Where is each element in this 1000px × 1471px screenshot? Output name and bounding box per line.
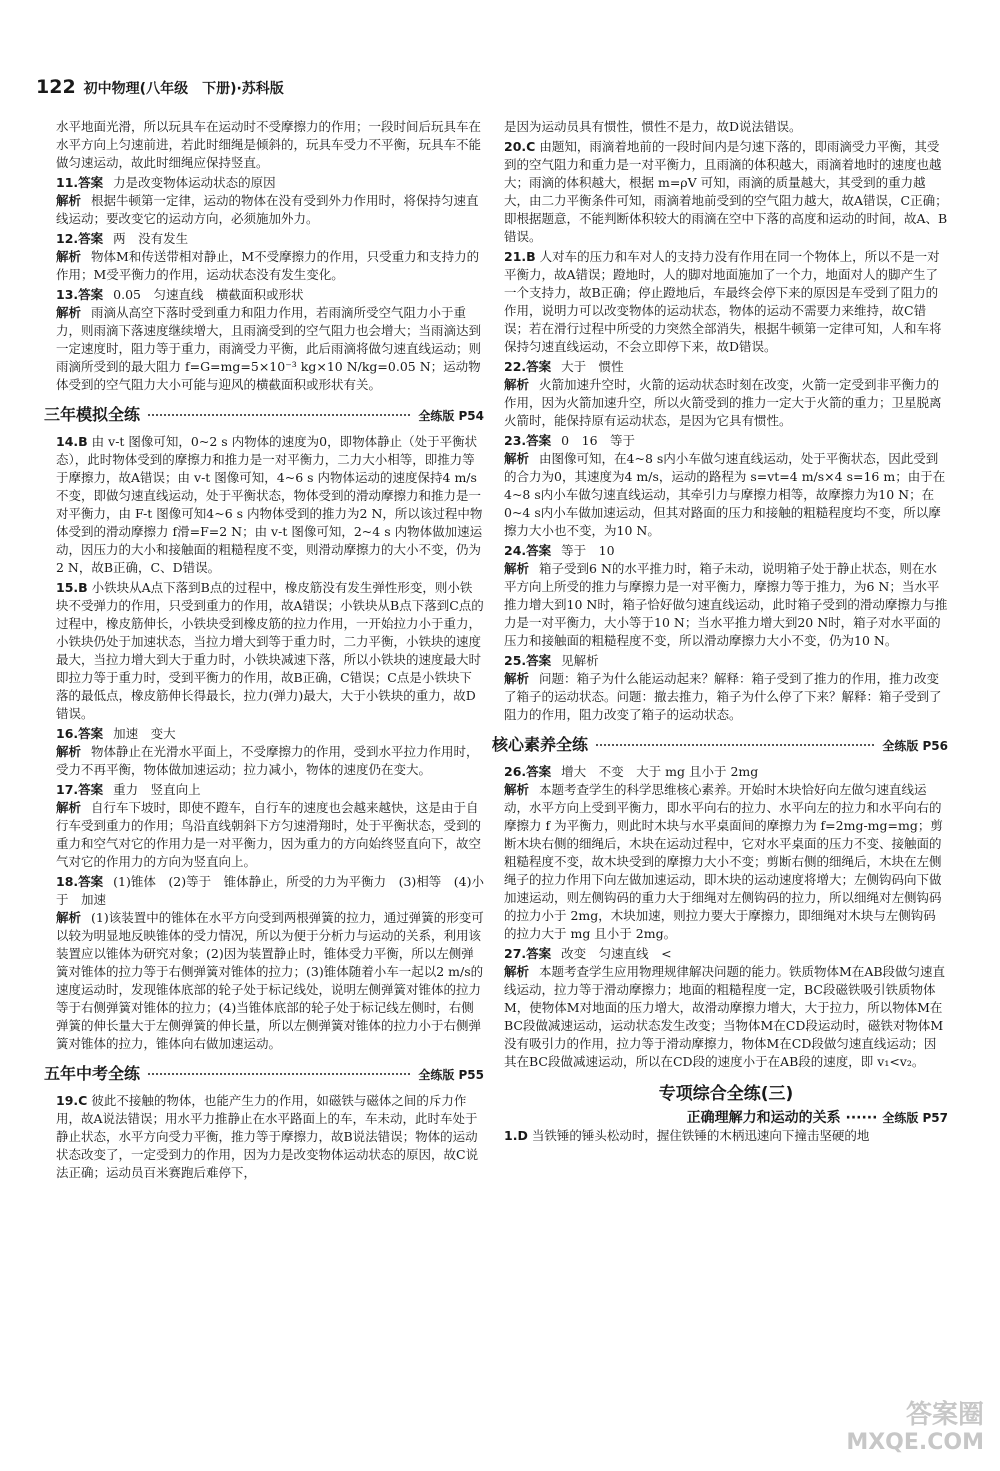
explanation-text: 彼此不接触的物体，也能产生力的作用，如磁铁与磁体之间的斥力作用，故A说法错误；用水平力推静止在水平路面上的车，车未动，此时车处于静止状态，水平方向受力平衡，推力等于摩擦力，故B说法错误；物体的运动状态改变了，一定受到力的作用，因为力是改变物体运动状态的原因，故C说法正确；运动员百米赛跑后难停下，: [56, 1093, 479, 1180]
special-section-header: [504, 1085, 948, 1127]
dotted-leader: [596, 744, 874, 746]
answer-text: 0 16 等于: [561, 433, 636, 448]
explanation-text: 人对车的压力和车对人的支持力没有作用在同一个物体上，所以不是一对平衡力，故A错误；蹬地时，人的脚对地面施加了一个力，地面对人的脚产生了一个支持力，故B正确；停止蹬地后，车最终会停下来的原因是车受到了阻力的作用，说明力可以改变物体的运动状态，物体的运动不需要力来维持，故C错误；若在滑行过程中所受的力突然全部消失，根据牛顿第一定律可知，人和车将保持匀速直线运动，不会立即停下来，故D错误。: [504, 249, 942, 354]
question-16: 16.答案 加速 变大 解析 物体静止在光滑水平面上，不受摩擦力的作用，受到水平拉力作用时，受力不再平衡，物体做加速运动；拉力减小，物体的速度仍在变大。: [56, 726, 479, 777]
dotted-leader-short: ······: [845, 1110, 878, 1126]
right-intro: 是因为运动员具有惯性，惯性不是力，故D说法错误。: [504, 119, 802, 134]
section-page-ref: 全练版 P56: [882, 739, 948, 753]
explanation-text: 箱子受到6 N的水平推力时，箱子未动，说明箱子处于静止状态，则在水平方向上所受的推力与摩擦力是一对平衡力，摩擦力等于推力，为6 N；当水平推力增大到10 N时，箱子恰好做匀速直线运动，此时箱子受到的滑动摩擦力与推力是一对平衡力，大小等于10 N；当水平推力增大到20 N时，箱子对水平面的压力和接触面的粗糙程度不变，所以滑动摩擦力大小不变，仍为10 N。: [504, 561, 948, 648]
explanation-text: 问题：箱子为什么能运动起来？解释：箱子受到了推力的作用，推力改变了箱子的运动状态。问题：撤去推力，箱子为什么停了下来？解释：箱子受到了阻力的作用，阻力改变了箱子的运动状态。: [504, 671, 942, 722]
question-11: 11.答案 力是改变物体运动状态的原因 解析 根据牛顿第一定律，运动的物体在没有受到外力作用时，将保持匀速直线运动；要改变它的运动方向，必须施加外力。: [56, 175, 479, 226]
page-header: [36, 78, 284, 98]
question-15: 15.B 小铁块从A点下落到B点的过程中，橡皮筋没有发生弹性形变，则小铁块不受弹力的作用，只受到重力的作用，故A错误；小铁块从B点下落到C点的过程中，橡皮筋伸长，小铁块受到橡皮筋的拉力作用，一开始拉力小于重力，小铁块仍处于加速状态，当拉力增大到等于重力时，二力平衡，小铁块的速度最大，当拉力增大到大于重力时，小铁块减速下落，所以小铁块的速度最大时即拉力等于重力时，受到平衡力的作用，故B正确，C错误；C点是小铁块下落的最低点，橡皮筋伸长得最长，拉力(弹力)最大，大于小铁块的重力，故D错误。: [56, 580, 484, 721]
answer-text: 重力 竖直向上: [113, 782, 201, 797]
explanation-text: 由图像可知，在4~8 s内小车做匀速直线运动，处于平衡状态，因此受到的合力为0，其速度为4 m/s，运动的路程为 s=vt=4 m/s×4 s=16 m；由于在4~8 s内小车做匀速直线运动，其牵引力与摩擦力相等，故摩擦力为10 N；在0~4 s内小车做加速运动，但其对路面的压力和接触的粗糙程度均不变，所以摩擦力大小也不变，为10 N。: [504, 451, 946, 538]
explanation-text: 小铁块从A点下落到B点的过程中，橡皮筋没有发生弹性形变，则小铁块不受弹力的作用，只受到重力的作用，故A错误；小铁块从B点下落到C点的过程中，橡皮筋伸长，小铁块受到橡皮筋的拉力作用，一开始拉力小于重力，小铁块仍处于加速状态，当拉力增大到等于重力时，二力平衡，小铁块的速度最大，当拉力增大到大于重力时，小铁块减速下落，所以小铁块的速度最大时即拉力等于重力时，受到平衡力的作用，故B正确，C错误；C点是小铁块下落的最低点，橡皮筋伸长得最长，拉力(弹力)最大，大于小铁块的重力，故D错误。: [56, 580, 484, 721]
answer-text: 0.05 匀速直线 横截面积或形状: [113, 287, 304, 302]
explanation-text: 由题知，雨滴着地前的一段时间内是匀速下落的，即雨滴受力平衡，其受到的空气阻力和重力是一对平衡力，且雨滴的体积越大，雨滴着地时的速度也越大；雨滴的体积越大，根据 m=ρV 可知，雨滴的质量越大，其受到的重力越大，由二力平衡条件可知，雨滴着地前受到的空气阻力越大，故A错误，C正确；即根据题意，不能判断体积较大的雨滴在空中下落的高度和运动的时间，故A、B错误。: [504, 139, 948, 244]
answer-text: 大于 惯性: [561, 359, 624, 374]
answer-text: 加速 变大: [113, 726, 176, 741]
section-page-ref: 全练版 P55: [418, 1068, 484, 1082]
explanation-text: (1)该装置中的锥体在水平方向受到两根弹簧的拉力，通过弹簧的形变可以较为明显地反映锥体的受力情况，所以为便于分析力与运动的关系，利用该装置应以锥体为研究对象；(2)因为装置静止时，锥体受力平衡，所以左侧弹簧对锥体的拉力等于右侧弹簧对锥体的拉力；(3)锥体随着小车一起以2 m/s的速度运动时，发现锥体底部的轮子处于标记线处，说明左侧弹簧对锥体的拉力等于右侧弹簧对锥体的拉力；(4)当锥体底部的轮子处于标记线左侧时，右侧弹簧的伸长量大于左侧弹簧的伸长量，所以左侧弹簧对锥体的拉力小于右侧弹簧对锥体的拉力，锥体向右做加速运动。: [56, 910, 484, 1051]
answer-text: 见解析: [561, 653, 599, 668]
left-column: [44, 118, 484, 1184]
right-column: [492, 118, 948, 1147]
watermark-url: MXQE.COM: [846, 1430, 984, 1455]
explanation-text: 物体M和传送带相对静止，M不受摩擦力的作用，只受重力和支持力的作用；M受平衡力的作用，运动状态没有发生变化。: [56, 249, 480, 282]
book-title: 初中物理(八年级 下册)·苏科版: [83, 81, 284, 97]
question-23: 23.答案 0 16 等于 解析 由图像可知，在4~8 s内小车做匀速直线运动，处于平衡状态，因此受到的合力为0，其速度为4 m/s，运动的路程为 s=vt=4 m/s×4 s=16 m；由于在4~8 s内小车做匀速直线运动，其牵引力与摩擦力相等，故摩擦力为10 N；在0~4 s内小车做加速运动，但其对路面的压力和接触的粗糙程度均不变，所以摩擦力大小也不变，为10 N。: [504, 433, 946, 538]
answer-text: 改变 匀速直线 <: [561, 946, 672, 961]
section-page-ref: 全练版 P57: [882, 1111, 948, 1125]
special-section-subtitle: 正确理解力和运动的关系: [686, 1110, 841, 1126]
special-section-title: 专项综合全练(三): [658, 1084, 794, 1104]
dotted-leader: [148, 1073, 410, 1075]
section-title: 核心素养全练: [492, 735, 589, 754]
section-title: 三年模拟全练: [44, 405, 141, 424]
question-18: 18.答案 (1)锥体 (2)等于 锥体静止，所受的力为平衡力 (3)相等 (4)小于 加速 解析 (1)该装置中的锥体在水平方向受到两根弹簧的拉力，通过弹簧的形变可以较为明显地反映锥体的受力情况，所以为便于分析力与运动的关系，利用该装置应以锥体为研究对象；(2)因为装置静止时，锥体受力平衡，所以左侧弹簧对锥体的拉力等于右侧弹簧对锥体的拉力；(3)锥体随着小车一起以2 m/s的速度运动时，发现锥体底部的轮子处于标记线处，说明左侧弹簧对锥体的拉力等于右侧弹簧对锥体的拉力；(4)当锥体底部的轮子处于标记线左侧时，右侧弹簧的伸长量大于左侧弹簧的伸长量，所以左侧弹簧对锥体的拉力小于右侧弹簧对锥体的拉力，锥体向右做加速运动。: [56, 874, 484, 1051]
section-three-year-mock: [44, 406, 484, 425]
section-page-ref: 全练版 P54: [418, 409, 484, 423]
explanation-text: 根据牛顿第一定律，运动的物体在没有受到外力作用时，将保持匀速直线运动；要改变它的运动方向，必须施加外力。: [56, 193, 479, 226]
explanation-text: 火箭加速升空时，火箭的运动状态时刻在改变，火箭一定受到非平衡力的作用，因为火箭加速升空，所以火箭受到的推力一定大于火箭的重力；卫星脱离火箭时，能保持原有运动状态，是因为它具有惯性。: [504, 377, 942, 428]
dotted-leader: [148, 414, 410, 416]
explanation-text: 本题考查学生应用物理规律解决问题的能力。铁质物体M在AB段做匀速直线运动，拉力等于滑动摩擦力；地面的粗糙程度一定，BC段磁铁吸引铁质物体M，使物体M对地面的压力增大，故滑动摩擦力增大，大于拉力，所以物体M在BC段做减速运动，运动状态发生改变；当物体M在CD段运动时，磁铁对物体M没有吸引力的作用，拉力等于滑动摩擦力，物体M在CD段做匀速直线运动；因其在BC段做减速运动，所以在CD段的速度小于在AB段的速度，即 v₁<v₂。: [504, 964, 946, 1069]
explanation-text: 当铁锤的锤头松动时，握住铁锤的木柄迅速向下撞击坚硬的地: [531, 1128, 870, 1143]
section-five-year-exam: [44, 1065, 484, 1084]
question-22: 22.答案 大于 惯性 解析 火箭加速升空时，火箭的运动状态时刻在改变，火箭一定受到非平衡力的作用，因为火箭加速升空，所以火箭受到的推力一定大于火箭的重力；卫星脱离火箭时，能保持原有运动状态，是因为它具有惯性。: [504, 359, 942, 428]
question-12: 12.答案 两 没有发生 解析 物体M和传送带相对静止，M不受摩擦力的作用，只受重力和支持力的作用；M受平衡力的作用，运动状态没有发生变化。: [56, 231, 480, 282]
question-19: 19.C 彼此不接触的物体，也能产生力的作用，如磁铁与磁体之间的斥力作用，故A说法错误；用水平力推静止在水平路面上的车，车未动，此时车处于静止状态，水平方向受力平衡，推力等于摩擦力，故B说法错误；物体的运动状态改变了，一定受到力的作用，因为力是改变物体运动状态的原因，故C说法正确；运动员百米赛跑后难停下，: [56, 1093, 479, 1180]
question-14: 14.B 由 v-t 图像可知，0~2 s 内物体的速度为0，即物体静止（处于平衡状态），此时物体受到的摩擦力和推力是一对平衡力，二力大小相等，即推力等于摩擦力，故A错误；由 v-t 图像可知，4~6 s 内物体运动的速度保持4 m/s不变，即做匀速直线运动，处于平衡状态，物体受到的滑动摩擦力和推力是一对平衡力，由 F-t 图像可知4~6 s 内物体受到的推力为2 N，所以该过程中物体受到的滑动摩擦力 f滑=F=2 N；由 v-t 图像可知，2~4 s 内物体做加速运动，因压力的大小和接触面的粗糙程度不变，则滑动摩擦力的大小不变，仍为2 N，故B正确，C、D错误。: [56, 434, 483, 575]
question-26: 26.答案 增大 不变 大于 mg 且小于 2mg 解析 本题考查学生的科学思维核心素养。开始时木块恰好向左做匀速直线运动，水平方向上受到平衡力，即水平向右的拉力、水平向左的拉力和水平向右的摩擦力 f 为平衡力，则此时木块与水平桌面间的摩擦力为 f=2mg-mg=mg；剪断木块右侧的细绳后，木块在运动过程中，它对水平桌面的压力不变、接触面的粗糙程度不变，故木块受到的摩擦力大小不变；剪断右侧的细绳后，木块在左侧绳子的拉力作用下向左做加速运动，即木块的运动速度将增大；左侧钩码向下做加速运动，则左侧钩码的重力大于细绳对左侧钩码的拉力，所以细绳对左侧钩码的拉力小于 2mg，木块加速，则拉力要大于摩擦力，即细绳对木块与左侧钩码的拉力大于 mg 且小于 2mg。: [504, 764, 943, 941]
answer-text: 两 没有发生: [113, 231, 189, 246]
explanation-text: 本题考查学生的科学思维核心素养。开始时木块恰好向左做匀速直线运动，水平方向上受到平衡力，即水平向右的拉力、水平向左的拉力和水平向右的摩擦力 f 为平衡力，则此时木块与水平桌面间的摩擦力为 f=2mg-mg=mg；剪断木块右侧的细绳后，木块在运动过程中，它对水平桌面的压力不变、接触面的粗糙程度不变，故木块受到的摩擦力大小不变；剪断右侧的细绳后，木块在左侧绳子的拉力作用下向左做加速运动，即木块的运动速度将增大；左侧钩码向下做加速运动，则左侧钩码的重力大于细绳对左侧钩码的拉力，所以细绳对左侧钩码的拉力小于 2mg，木块加速，则拉力要大于摩擦力，即细绳对木块与左侧钩码的拉力大于 mg 且小于 2mg。: [504, 782, 943, 941]
explanation-text: 物体静止在光滑水平面上，不受摩擦力的作用，受到水平拉力作用时，受力不再平衡，物体做加速运动；拉力减小，物体的速度仍在变大。: [56, 744, 479, 777]
special-section-subtitle-row: [504, 1109, 948, 1127]
section-core-literacy: [492, 736, 948, 755]
question-20: 20.C 由题知，雨滴着地前的一段时间内是匀速下落的，即雨滴受力平衡，其受到的空气阻力和重力是一对平衡力，且雨滴的体积越大，雨滴着地时的速度也越大；雨滴的体积越大，根据 m=ρV 可知，雨滴的质量越大，其受到的重力越大，由二力平衡条件可知，雨滴着地前受到的空气阻力越大，故A错误，C正确；即根据题意，不能判断体积较大的雨滴在空中下落的高度和运动的时间，故A、B错误。: [504, 139, 948, 244]
answer-text: 增大 不变 大于 mg 且小于 2mg: [561, 764, 759, 779]
left-intro: 水平地面光滑，所以玩具车在运动时不受摩擦力的作用；一段时间后玩具车在水平方向上匀速前进，若此时细绳是倾斜的，玩具车受力不平衡，玩具车不能做匀速运动，故此时细绳应保持竖直。: [56, 119, 482, 170]
explanation-text: 由 v-t 图像可知，0~2 s 内物体的速度为0，即物体静止（处于平衡状态），此时物体受到的摩擦力和推力是一对平衡力，二力大小相等，即推力等于摩擦力，故A错误；由 v-t 图像可知，4~6 s 内物体运动的速度保持4 m/s不变，即做匀速直线运动，处于平衡状态，物体受到的滑动摩擦力和推力是一对平衡力，由 F-t 图像可知4~6 s 内物体受到的推力为2 N，所以该过程中物体受到的滑动摩擦力 f滑=F=2 N；由 v-t 图像可知，2~4 s 内物体做加速运动，因压力的大小和接触面的粗糙程度不变，则滑动摩擦力的大小不变，仍为2 N，故B正确，C、D错误。: [56, 434, 483, 575]
question-17: 17.答案 重力 竖直向上 解析 自行车下坡时，即使不蹬车，自行车的速度也会越来越快，这是由于自行车受到重力的作用；鸟沿直线朝斜下方匀速滑翔时，处于平衡状态，受到的重力和空气对它的作用力是一对平衡力，因为重力的方向始终竖直向下，故空气对它的作用力的方向为竖直向上。: [56, 782, 482, 869]
section-title: 五年中考全练: [44, 1064, 141, 1083]
answer-text: (1)锥体 (2)等于 锥体静止，所受的力为平衡力 (3)相等 (4)小于 加速: [56, 874, 484, 907]
question-27: 27.答案 改变 匀速直线 < 解析 本题考查学生应用物理规律解决问题的能力。铁质物体M在AB段做匀速直线运动，拉力等于滑动摩擦力；地面的粗糙程度一定，BC段磁铁吸引铁质物体M，使物体M对地面的压力增大，故滑动摩擦力增大，大于拉力，所以物体M在BC段做减速运动，运动状态发生改变；当物体M在CD段运动时，磁铁对物体M没有吸引力的作用，拉力等于滑动摩擦力，物体M在CD段做匀速直线运动；因其在BC段做减速运动，所以在CD段的速度小于在AB段的速度，即 v₁<v₂。: [504, 946, 946, 1069]
question-13: 13.答案 0.05 匀速直线 横截面积或形状 解析 雨滴从高空下落时受到重力和阻力作用，若雨滴所受空气阻力小于重力，则雨滴下落速度继续增大，且雨滴受到的空气阻力也会增大；当雨滴达到一定速度时，阻力等于重力，雨滴受力平衡，此后雨滴将做匀速直线运动；则雨滴所受到的最大阻力 f=G=mg=5×10⁻³ kg×10 N/kg=0.05 N；运动物体受到的空气阻力大小可能与迎风的横截面积或形状有关。: [56, 287, 482, 392]
explanation-text: 自行车下坡时，即使不蹬车，自行车的速度也会越来越快，这是由于自行车受到重力的作用；鸟沿直线朝斜下方匀速滑翔时，处于平衡状态，受到的重力和空气对它的作用力是一对平衡力，因为重力的方向始终竖直向下，故空气对它的作用力的方向为竖直向上。: [56, 800, 482, 869]
page-number: 122: [36, 76, 76, 98]
question-1: 1.D 当铁锤的锤头松动时，握住铁锤的木柄迅速向下撞击坚硬的地: [504, 1128, 870, 1143]
answer-text: 力是改变物体运动状态的原因: [113, 175, 276, 190]
question-24: 24.答案 等于 10 解析 箱子受到6 N的水平推力时，箱子未动，说明箱子处于静止状态，则在水平方向上所受的推力与摩擦力是一对平衡力，摩擦力等于推力，为6 N；当水平推力增大到10 N时，箱子恰好做匀速直线运动，此时箱子受到的滑动摩擦力与推力是一对平衡力，大小等于10 N；当水平推力增大到20 N时，箱子对水平面的压力和接触面的粗糙程度不变，所以滑动摩擦力大小不变，仍为10 N。: [504, 543, 948, 648]
question-21: 21.B 人对车的压力和车对人的支持力没有作用在同一个物体上，所以不是一对平衡力，故A错误；蹬地时，人的脚对地面施加了一个力，地面对人的脚产生了一个支持力，故B正确；停止蹬地后，车最终会停下来的原因是车受到了阻力的作用，说明力可以改变物体的运动状态，物体的运动不需要力来维持，故C错误；若在滑行过程中所受的力突然全部消失，根据牛顿第一定律可知，人和车将保持匀速直线运动，不会立即停下来，故D错误。: [504, 249, 942, 354]
question-25: 25.答案 见解析 解析 问题：箱子为什么能运动起来？解释：箱子受到了推力的作用，推力改变了箱子的运动状态。问题：撤去推力，箱子为什么停了下来？解释：箱子受到了阻力的作用，阻力改变了箱子的运动状态。: [504, 653, 942, 722]
answer-text: 等于 10: [561, 543, 615, 558]
explanation-text: 雨滴从高空下落时受到重力和阻力作用，若雨滴所受空气阻力小于重力，则雨滴下落速度继续增大，且雨滴受到的空气阻力也会增大；当雨滴达到一定速度时，阻力等于重力，雨滴受力平衡，此后雨滴将做匀速直线运动；则雨滴所受到的最大阻力 f=G=mg=5×10⁻³ kg×10 N/kg=0.05 N；运动物体受到的空气阻力大小可能与迎风的横截面积或形状有关。: [56, 305, 482, 392]
watermark-text: 答案圈: [905, 1400, 984, 1430]
site-watermark: [846, 1401, 984, 1457]
